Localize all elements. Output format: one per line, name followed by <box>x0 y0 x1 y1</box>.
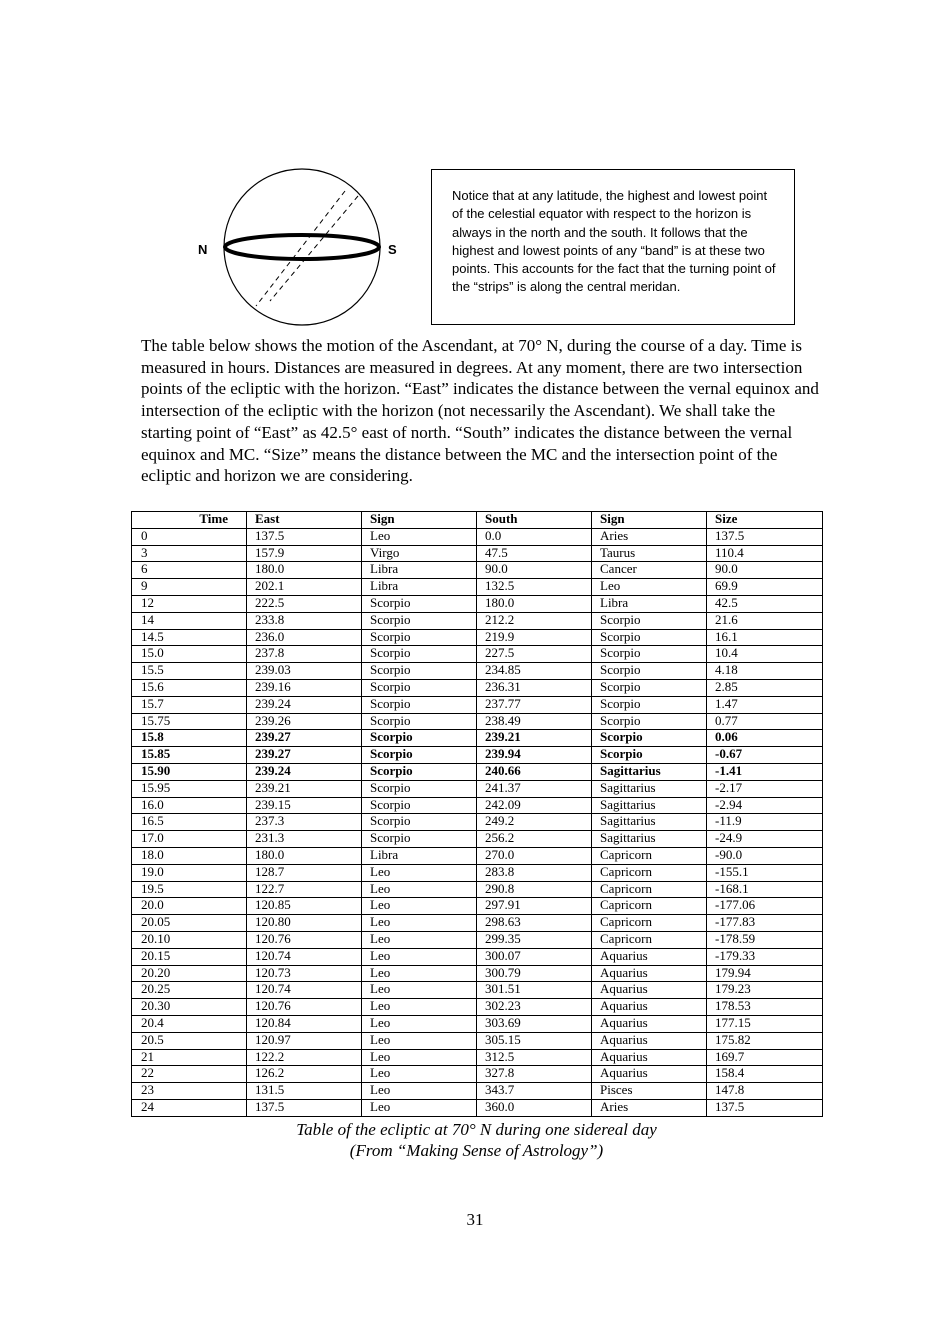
cell-east: 128.7 <box>247 864 362 881</box>
cell-time: 18.0 <box>132 847 247 864</box>
cell-east: 239.26 <box>247 713 362 730</box>
table-row <box>132 915 823 932</box>
cell-south-sign: Aquarius <box>592 1066 707 1083</box>
cell-south: 237.77 <box>477 696 592 713</box>
cell-south-sign: Sagittarius <box>592 814 707 831</box>
table-row <box>132 545 823 562</box>
cell-east: 126.2 <box>247 1066 362 1083</box>
cell-east-sign: Leo <box>362 1032 477 1049</box>
cell-size: 0.77 <box>707 713 823 730</box>
cell-south: 360.0 <box>477 1099 592 1116</box>
cell-south-sign: Scorpio <box>592 679 707 696</box>
cell-south: 238.49 <box>477 713 592 730</box>
cell-size: 137.5 <box>707 1099 823 1116</box>
header-east: East <box>247 512 362 529</box>
cell-east: 202.1 <box>247 579 362 596</box>
cell-south: 212.2 <box>477 612 592 629</box>
cell-size: 110.4 <box>707 545 823 562</box>
cell-east: 180.0 <box>247 847 362 864</box>
cell-east: 239.16 <box>247 679 362 696</box>
cell-south-sign: Scorpio <box>592 747 707 764</box>
cell-south-sign: Aquarius <box>592 948 707 965</box>
cell-size: 179.23 <box>707 982 823 999</box>
cell-south: 236.31 <box>477 679 592 696</box>
cell-east-sign: Scorpio <box>362 646 477 663</box>
cell-south-sign: Scorpio <box>592 696 707 713</box>
cell-time: 20.4 <box>132 1015 247 1032</box>
table-row <box>132 579 823 596</box>
cell-east-sign: Leo <box>362 999 477 1016</box>
north-label: N <box>198 242 208 257</box>
cell-south-sign: Cancer <box>592 562 707 579</box>
cell-time: 12 <box>132 595 247 612</box>
table-row <box>132 528 823 545</box>
cell-east: 239.21 <box>247 780 362 797</box>
cell-east: 236.0 <box>247 629 362 646</box>
table-row <box>132 1032 823 1049</box>
cell-east-sign: Leo <box>362 864 477 881</box>
cell-south: 312.5 <box>477 1049 592 1066</box>
cell-south-sign: Aquarius <box>592 1032 707 1049</box>
cell-south: 302.23 <box>477 999 592 1016</box>
cell-size: -177.06 <box>707 898 823 915</box>
table-row <box>132 1083 823 1100</box>
header-south: South <box>477 512 592 529</box>
cell-east-sign: Leo <box>362 982 477 999</box>
cell-south: 270.0 <box>477 847 592 864</box>
table-row <box>132 612 823 629</box>
page-number: 31 <box>466 1210 484 1229</box>
cell-east: 137.5 <box>247 528 362 545</box>
cell-size: -90.0 <box>707 847 823 864</box>
cell-time: 15.75 <box>132 713 247 730</box>
cell-time: 23 <box>132 1083 247 1100</box>
cell-time: 16.0 <box>132 797 247 814</box>
cell-size: 42.5 <box>707 595 823 612</box>
cell-east: 120.85 <box>247 898 362 915</box>
caption-line-2: (From “Making Sense of Astrology”) <box>349 1141 604 1160</box>
cell-size: 179.94 <box>707 965 823 982</box>
cell-time: 14 <box>132 612 247 629</box>
cell-size: 177.15 <box>707 1015 823 1032</box>
cell-east-sign: Leo <box>362 881 477 898</box>
cell-east: 120.74 <box>247 948 362 965</box>
table-row <box>132 931 823 948</box>
table-row <box>132 713 823 730</box>
cell-south: 227.5 <box>477 646 592 663</box>
cell-east-sign: Scorpio <box>362 663 477 680</box>
cell-east-sign: Scorpio <box>362 629 477 646</box>
cell-east: 137.5 <box>247 1099 362 1116</box>
cell-time: 16.5 <box>132 814 247 831</box>
cell-south: 240.66 <box>477 763 592 780</box>
cell-south-sign: Capricorn <box>592 931 707 948</box>
cell-time: 20.10 <box>132 931 247 948</box>
cell-south: 239.21 <box>477 730 592 747</box>
cell-time: 17.0 <box>132 831 247 848</box>
cell-size: 16.1 <box>707 629 823 646</box>
cell-south-sign: Aquarius <box>592 1015 707 1032</box>
cell-east-sign: Scorpio <box>362 595 477 612</box>
cell-south-sign: Scorpio <box>592 629 707 646</box>
cell-time: 20.05 <box>132 915 247 932</box>
cell-time: 19.0 <box>132 864 247 881</box>
cell-east: 120.76 <box>247 999 362 1016</box>
cell-east-sign: Leo <box>362 1049 477 1066</box>
cell-south: 90.0 <box>477 562 592 579</box>
table-header-row <box>132 512 823 529</box>
cell-size: -24.9 <box>707 831 823 848</box>
table-row <box>132 1066 823 1083</box>
cell-south: 300.07 <box>477 948 592 965</box>
cell-east: 239.24 <box>247 696 362 713</box>
cell-south-sign: Sagittarius <box>592 780 707 797</box>
cell-time: 20.5 <box>132 1032 247 1049</box>
cell-time: 15.0 <box>132 646 247 663</box>
cell-south-sign: Sagittarius <box>592 797 707 814</box>
header-time: Time <box>132 512 247 529</box>
cell-south-sign: Capricorn <box>592 847 707 864</box>
cell-size: -179.33 <box>707 948 823 965</box>
cell-south-sign: Aries <box>592 528 707 545</box>
cell-east: 120.74 <box>247 982 362 999</box>
cell-south-sign: Pisces <box>592 1083 707 1100</box>
cell-time: 22 <box>132 1066 247 1083</box>
header-size: Size <box>707 512 823 529</box>
cell-time: 24 <box>132 1099 247 1116</box>
cell-size: 69.9 <box>707 579 823 596</box>
cell-south-sign: Sagittarius <box>592 763 707 780</box>
cell-south: 299.35 <box>477 931 592 948</box>
ecliptic-table <box>131 511 823 1117</box>
table-row <box>132 847 823 864</box>
table-row <box>132 763 823 780</box>
cell-east-sign: Leo <box>362 1099 477 1116</box>
cell-south: 239.94 <box>477 747 592 764</box>
table-row <box>132 797 823 814</box>
cell-size: -178.59 <box>707 931 823 948</box>
table-row <box>132 679 823 696</box>
cell-time: 20.25 <box>132 982 247 999</box>
cell-east: 239.27 <box>247 730 362 747</box>
cell-time: 19.5 <box>132 881 247 898</box>
celestial-sphere-diagram <box>190 166 420 336</box>
table-row <box>132 982 823 999</box>
cell-south-sign: Scorpio <box>592 730 707 747</box>
cell-east-sign: Scorpio <box>362 797 477 814</box>
cell-east: 120.76 <box>247 931 362 948</box>
cell-east: 222.5 <box>247 595 362 612</box>
cell-east: 237.3 <box>247 814 362 831</box>
table-row <box>132 629 823 646</box>
cell-size: 137.5 <box>707 528 823 545</box>
cell-size: -0.67 <box>707 747 823 764</box>
cell-south-sign: Scorpio <box>592 612 707 629</box>
table-row <box>132 1015 823 1032</box>
cell-east: 239.24 <box>247 763 362 780</box>
table-caption <box>131 1119 822 1161</box>
table-row <box>132 864 823 881</box>
cell-east-sign: Scorpio <box>362 730 477 747</box>
cell-size: 169.7 <box>707 1049 823 1066</box>
cell-south: 0.0 <box>477 528 592 545</box>
note-box: Notice that at any latitude, the highest and lowest point of the celestial equator with respect to the horizon is always in the north and the south. It follows that the highest and lowest points of any “band” is at these two points. This accounts for the fact that the turning point of the “strips” is along the central meridan. <box>431 169 795 325</box>
cell-size: -155.1 <box>707 864 823 881</box>
table-row <box>132 898 823 915</box>
sphere-outline <box>224 169 380 325</box>
cell-east: 131.5 <box>247 1083 362 1100</box>
cell-south: 241.37 <box>477 780 592 797</box>
table-row <box>132 646 823 663</box>
cell-east-sign: Leo <box>362 948 477 965</box>
cell-east: 122.2 <box>247 1049 362 1066</box>
cell-east-sign: Leo <box>362 1015 477 1032</box>
table-row <box>132 747 823 764</box>
cell-south: 298.63 <box>477 915 592 932</box>
table-row <box>132 814 823 831</box>
cell-size: -168.1 <box>707 881 823 898</box>
cell-south: 132.5 <box>477 579 592 596</box>
table-row <box>132 663 823 680</box>
cell-south: 249.2 <box>477 814 592 831</box>
cell-east-sign: Scorpio <box>362 679 477 696</box>
cell-east: 180.0 <box>247 562 362 579</box>
table-row <box>132 780 823 797</box>
table-row <box>132 965 823 982</box>
cell-south: 256.2 <box>477 831 592 848</box>
cell-south-sign: Aquarius <box>592 999 707 1016</box>
cell-size: 147.8 <box>707 1083 823 1100</box>
cell-south-sign: Leo <box>592 579 707 596</box>
cell-time: 15.95 <box>132 780 247 797</box>
cell-time: 20.0 <box>132 898 247 915</box>
cell-east-sign: Scorpio <box>362 696 477 713</box>
table-body <box>132 528 823 1116</box>
table-row <box>132 999 823 1016</box>
cell-east-sign: Libra <box>362 847 477 864</box>
cell-size: -1.41 <box>707 763 823 780</box>
cell-south: 305.15 <box>477 1032 592 1049</box>
cell-south: 327.8 <box>477 1066 592 1083</box>
cell-time: 14.5 <box>132 629 247 646</box>
cell-east-sign: Leo <box>362 915 477 932</box>
cell-time: 0 <box>132 528 247 545</box>
cell-south: 297.91 <box>477 898 592 915</box>
cell-south-sign: Capricorn <box>592 915 707 932</box>
cell-time: 15.6 <box>132 679 247 696</box>
cell-time: 3 <box>132 545 247 562</box>
cell-south-sign: Scorpio <box>592 713 707 730</box>
cell-south: 234.85 <box>477 663 592 680</box>
cell-size: 90.0 <box>707 562 823 579</box>
cell-south-sign: Capricorn <box>592 864 707 881</box>
cell-east-sign: Leo <box>362 931 477 948</box>
cell-time: 20.20 <box>132 965 247 982</box>
band-line-left <box>256 191 345 306</box>
cell-south: 242.09 <box>477 797 592 814</box>
cell-size: -2.94 <box>707 797 823 814</box>
cell-east-sign: Libra <box>362 562 477 579</box>
cell-south-sign: Scorpio <box>592 646 707 663</box>
cell-east-sign: Libra <box>362 579 477 596</box>
cell-south: 290.8 <box>477 881 592 898</box>
cell-east: 157.9 <box>247 545 362 562</box>
cell-south-sign: Taurus <box>592 545 707 562</box>
cell-east-sign: Virgo <box>362 545 477 562</box>
cell-east: 122.7 <box>247 881 362 898</box>
cell-south-sign: Aquarius <box>592 965 707 982</box>
cell-east-sign: Scorpio <box>362 814 477 831</box>
cell-time: 21 <box>132 1049 247 1066</box>
cell-time: 20.15 <box>132 948 247 965</box>
cell-east: 120.84 <box>247 1015 362 1032</box>
cell-east: 231.3 <box>247 831 362 848</box>
caption-line-1: Table of the ecliptic at 70° N during one sidereal day <box>296 1120 657 1139</box>
celestial-sphere-svg <box>190 166 420 336</box>
cell-south: 219.9 <box>477 629 592 646</box>
table-row <box>132 948 823 965</box>
cell-east-sign: Leo <box>362 965 477 982</box>
cell-east-sign: Scorpio <box>362 612 477 629</box>
cell-south: 301.51 <box>477 982 592 999</box>
table-row <box>132 1049 823 1066</box>
cell-time: 15.85 <box>132 747 247 764</box>
cell-south: 47.5 <box>477 545 592 562</box>
cell-time: 15.7 <box>132 696 247 713</box>
cell-south: 343.7 <box>477 1083 592 1100</box>
cell-east: 120.80 <box>247 915 362 932</box>
cell-east-sign: Scorpio <box>362 780 477 797</box>
cell-south-sign: Scorpio <box>592 663 707 680</box>
cell-size: -11.9 <box>707 814 823 831</box>
cell-east-sign: Scorpio <box>362 763 477 780</box>
band-line-right <box>270 196 358 301</box>
table-row <box>132 831 823 848</box>
cell-size: 4.18 <box>707 663 823 680</box>
cell-south: 303.69 <box>477 1015 592 1032</box>
cell-south-sign: Sagittarius <box>592 831 707 848</box>
cell-east-sign: Leo <box>362 1083 477 1100</box>
cell-east-sign: Scorpio <box>362 831 477 848</box>
cell-south: 283.8 <box>477 864 592 881</box>
table-row <box>132 562 823 579</box>
cell-size: 0.06 <box>707 730 823 747</box>
table-row <box>132 881 823 898</box>
cell-east: 239.27 <box>247 747 362 764</box>
cell-east-sign: Leo <box>362 528 477 545</box>
table-row <box>132 730 823 747</box>
cell-size: 175.82 <box>707 1032 823 1049</box>
cell-time: 6 <box>132 562 247 579</box>
table-row <box>132 1099 823 1116</box>
cell-east: 120.97 <box>247 1032 362 1049</box>
cell-east-sign: Scorpio <box>362 747 477 764</box>
cell-size: 10.4 <box>707 646 823 663</box>
south-label: S <box>388 242 397 257</box>
cell-east: 237.8 <box>247 646 362 663</box>
cell-east: 233.8 <box>247 612 362 629</box>
cell-south-sign: Capricorn <box>592 881 707 898</box>
cell-south-sign: Aries <box>592 1099 707 1116</box>
cell-time: 15.8 <box>132 730 247 747</box>
cell-size: 1.47 <box>707 696 823 713</box>
cell-east: 120.73 <box>247 965 362 982</box>
cell-south-sign: Libra <box>592 595 707 612</box>
cell-size: 178.53 <box>707 999 823 1016</box>
header-east-sign: Sign <box>362 512 477 529</box>
horizon-ellipse <box>225 235 379 259</box>
cell-south-sign: Aquarius <box>592 982 707 999</box>
cell-east-sign: Scorpio <box>362 713 477 730</box>
cell-time: 15.5 <box>132 663 247 680</box>
cell-size: 2.85 <box>707 679 823 696</box>
cell-east-sign: Leo <box>362 1066 477 1083</box>
cell-size: -2.17 <box>707 780 823 797</box>
cell-south-sign: Capricorn <box>592 898 707 915</box>
cell-size: 21.6 <box>707 612 823 629</box>
header-south-sign: Sign <box>592 512 707 529</box>
cell-east: 239.15 <box>247 797 362 814</box>
cell-time: 15.90 <box>132 763 247 780</box>
intro-paragraph: The table below shows the motion of the Ascendant, at 70° N, during the course of a day. Time is measured in hours. Distances are measured in degrees. At any moment, there are two intersection points of the ecliptic with the horizon. “East” indicates the distance between the vernal equinox and intersection of the ecliptic with the horizon (not necessarily the Ascendant). We shall take the starting point of “East” as 42.5° east of north. “South” indicates the distance between the vernal equinox and MC. “Size” means the distance between the MC and the intersection point of the ecliptic and horizon we are considering. <box>141 336 819 486</box>
cell-south: 180.0 <box>477 595 592 612</box>
cell-time: 9 <box>132 579 247 596</box>
cell-size: -177.83 <box>707 915 823 932</box>
cell-time: 20.30 <box>132 999 247 1016</box>
cell-south-sign: Aquarius <box>592 1049 707 1066</box>
cell-east-sign: Leo <box>362 898 477 915</box>
table-row <box>132 595 823 612</box>
cell-east: 239.03 <box>247 663 362 680</box>
cell-size: 158.4 <box>707 1066 823 1083</box>
table-row <box>132 696 823 713</box>
cell-south: 300.79 <box>477 965 592 982</box>
